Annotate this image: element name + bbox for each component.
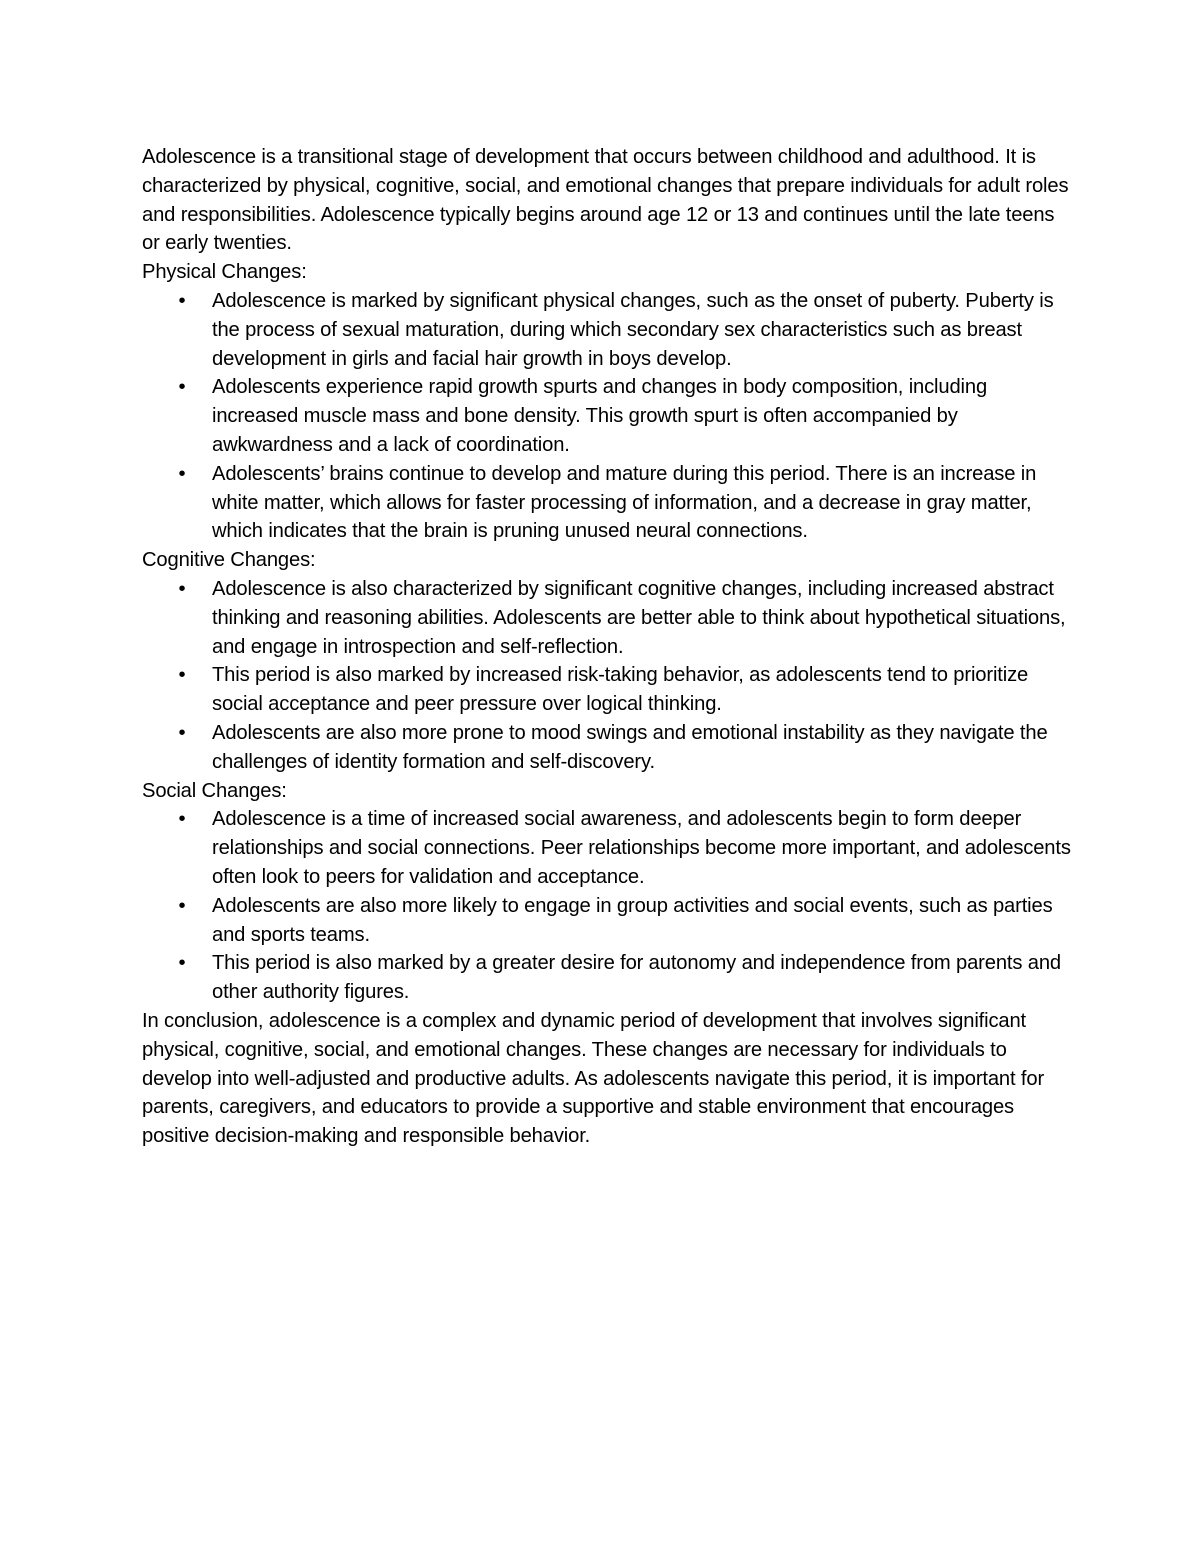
- list-item: [142, 892, 1072, 950]
- list-item: [142, 460, 1072, 546]
- list-item: [142, 661, 1072, 719]
- list-item: [142, 373, 1072, 459]
- list-item: [142, 805, 1072, 891]
- list-item-text: Adolescence is a time of increased social awareness, and adolescents begin to form deeper relationships and social connections. Peer relationships become more important, and adolescents often look to peers for validation and acceptance.: [212, 808, 1071, 888]
- section-physical-changes: [142, 258, 1072, 546]
- list-item-text: This period is also marked by increased risk-taking behavior, as adolescents tend to prioritize social acceptance and peer pressure over logical thinking.: [212, 664, 1029, 716]
- section-cognitive-changes: [142, 546, 1072, 776]
- section-heading: Cognitive Changes:: [142, 549, 316, 572]
- list-item-text: Adolescents are also more prone to mood swings and emotional instability as they navigate the challenges of identity formation and self-discovery.: [212, 721, 1048, 773]
- bullet-icon: •: [178, 376, 186, 399]
- bullet-icon: •: [178, 664, 186, 687]
- bullet-icon: •: [178, 952, 186, 975]
- bullet-icon: •: [178, 721, 186, 744]
- bullet-icon: •: [178, 808, 186, 831]
- list-item: [142, 287, 1072, 373]
- bullet-icon: •: [178, 894, 186, 917]
- bullet-list: [142, 287, 1072, 546]
- bullet-list: [142, 805, 1072, 1007]
- list-item: [142, 719, 1072, 777]
- list-item: [142, 575, 1072, 661]
- bullet-icon: •: [178, 577, 186, 600]
- list-item-text: Adolescence is also characterized by significant cognitive changes, including increased abstract thinking and reasoning abilities. Adolescents are better able to think about hypothetical situations, and engage in introspection and self-reflection.: [212, 577, 1066, 658]
- list-item-text: Adolescence is marked by significant physical changes, such as the onset of puberty. Puberty is the process of sexual maturation, during which secondary sex characteristics such as breast development in girls and facial hair growth in boys develop.: [212, 289, 1054, 370]
- list-item-text: Adolescents experience rapid growth spurts and changes in body composition, including increased muscle mass and bone density. This growth spurt is often accompanied by awkwardness and a lack of coordination.: [212, 376, 988, 456]
- bullet-icon: •: [178, 462, 186, 485]
- section-social-changes: [142, 777, 1072, 1007]
- document-page: [142, 143, 1072, 1151]
- conclusion-paragraph: In conclusion, adolescence is a complex and dynamic period of development that involves significant physical, cognitive, social, and emotional changes. These changes are necessary for individuals to develop into well-adjusted and productive adults. As adolescents navigate this period, it is important for parents, caregivers, and educators to provide a supportive and stable environment that encourages positive decision-making and responsible behavior.: [142, 1009, 1045, 1148]
- list-item-text: Adolescents are also more likely to engage in group activities and social events, such as parties and sports teams.: [212, 894, 1053, 946]
- list-item-text: Adolescents’ brains continue to develop and mature during this period. There is an increase in white matter, which allows for faster processing of information, and a decrease in gray matter, which indicates that the brain is pruning unused neural connections.: [212, 462, 1037, 543]
- list-item: [142, 949, 1072, 1007]
- bullet-icon: •: [178, 289, 186, 312]
- intro-paragraph: Adolescence is a transitional stage of development that occurs between childhood and adulthood. It is characterized by physical, cognitive, social, and emotional changes that prepare individuals for adult roles and responsibilities. Adolescence typically begins around age 12 or 13 and continues until the late teens or early twenties.: [142, 146, 1069, 255]
- section-heading: Physical Changes:: [142, 261, 307, 284]
- list-item-text: This period is also marked by a greater desire for autonomy and independence from parents and other authority figures.: [212, 952, 1061, 1004]
- bullet-list: [142, 575, 1072, 777]
- section-heading: Social Changes:: [142, 779, 287, 802]
